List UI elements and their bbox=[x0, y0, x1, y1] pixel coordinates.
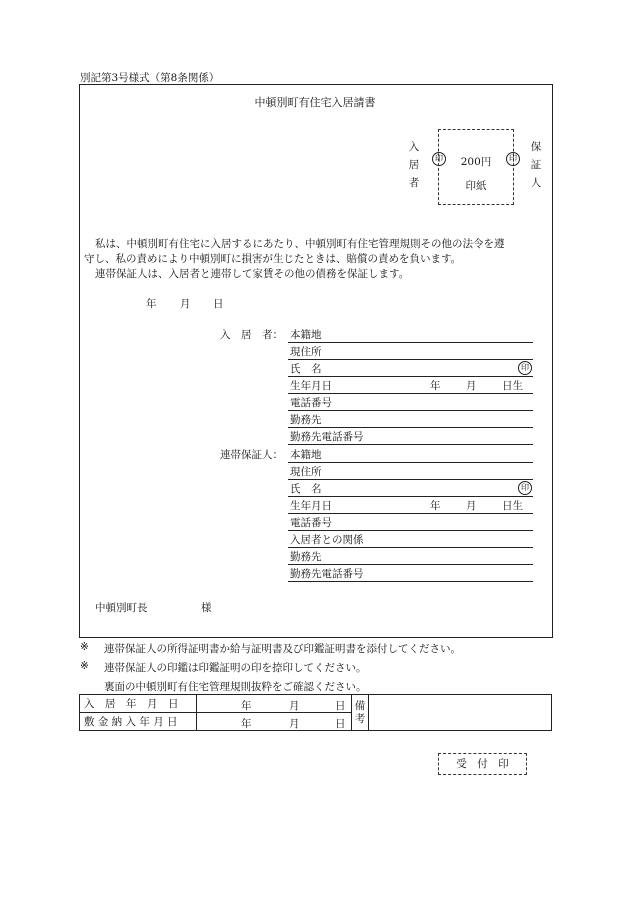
tenant-field-row[interactable]: 生年月日 年 月 日生 bbox=[288, 377, 533, 394]
move-in-date-label: 入 居 年 月 日 bbox=[80, 695, 197, 713]
guarantor-field-row[interactable]: 現住所 bbox=[288, 463, 533, 480]
tenant-section-label: 入 居 者： bbox=[220, 329, 283, 341]
guarantee-statement: 連帯保証人は、入居者と連帯して家賃その他の債務を保証します。 bbox=[95, 268, 410, 280]
tenant-field-row[interactable]: 電話番号 bbox=[288, 394, 533, 411]
guarantor-name-seal-mark: 印 bbox=[518, 481, 532, 495]
guarantor-vertical-label: 保 証 人 bbox=[530, 141, 542, 189]
tenant-field-row[interactable]: 勤務先電話番号 bbox=[288, 428, 533, 445]
guarantor-field-row[interactable]: 本籍地 bbox=[288, 446, 533, 463]
tenant-field-row[interactable]: 現住所 bbox=[288, 343, 533, 360]
move-in-date-value[interactable]: 年 月 日 bbox=[197, 695, 352, 713]
stamp-price: 200円 bbox=[460, 156, 492, 168]
guarantor-field-row[interactable]: 勤務先 bbox=[288, 548, 533, 565]
deposit-date-value[interactable]: 年 月 日 bbox=[197, 713, 352, 731]
tenant-name-seal-mark: 印 bbox=[518, 361, 532, 375]
admin-table bbox=[79, 694, 552, 731]
remarks-field[interactable] bbox=[369, 695, 552, 731]
stamp-label: 印紙 bbox=[465, 180, 487, 192]
note-attachment: 連帯保証人の所得証明書か給与証明書及び印鑑証明書を添付してください。 bbox=[104, 643, 461, 655]
note-mark: ※ bbox=[80, 641, 89, 653]
guarantor-field-row[interactable]: 氏 名 印 bbox=[288, 480, 533, 497]
note-regulations: 裏面の中頓別町有住宅管理規則抜粋をご確認ください。 bbox=[104, 681, 367, 693]
addressee-honorific: 様 bbox=[201, 602, 212, 614]
tenant-field-row[interactable]: 氏 名 印 bbox=[288, 360, 533, 377]
date-year: 年 bbox=[146, 298, 157, 310]
guarantor-field-row[interactable]: 電話番号 bbox=[288, 514, 533, 531]
guarantor-field-row[interactable]: 入居者との関係 bbox=[288, 531, 533, 548]
guarantor-field-row[interactable]: 生年月日 年 月 日生 bbox=[288, 497, 533, 514]
guarantor-seal-mark: 印 bbox=[506, 152, 520, 166]
note-mark: ※ bbox=[80, 660, 89, 672]
receipt-stamp: 受 付 印 bbox=[438, 753, 527, 775]
document-title: 中頓別町有住宅入居請書 bbox=[254, 96, 376, 109]
guarantor-section-label: 連帯保証人： bbox=[220, 449, 283, 461]
note-seal: 連帯保証人の印鑑は印鑑証明の印を捺印してください。 bbox=[104, 662, 367, 674]
date-month: 月 bbox=[180, 298, 191, 310]
form-number: 別記第3号様式（第8条関係） bbox=[80, 72, 220, 84]
tenant-field-row[interactable]: 勤務先 bbox=[288, 411, 533, 428]
date-day: 日 bbox=[213, 298, 224, 310]
addressee-name: 中頓別町長 bbox=[95, 602, 148, 614]
remarks-label: 備 考 bbox=[352, 695, 369, 731]
tenant-field-row[interactable]: 本籍地 bbox=[288, 326, 533, 343]
tenant-seal-mark: 印 bbox=[432, 152, 446, 166]
pledge-line-2: 守し、私の責めにより中頓別町に損害が生じたときは、賠償の責めを負います。 bbox=[84, 253, 462, 265]
guarantor-field-row[interactable]: 勤務先電話番号 bbox=[288, 565, 533, 582]
pledge-line-1: 私は、中頓別町有住宅に入居するにあたり、中頓別町有住宅管理規則その他の法令を遵 bbox=[95, 238, 505, 250]
deposit-date-label: 敷 金 納 入 年 月 日 bbox=[80, 713, 197, 731]
tenant-vertical-label: 入 居 者 bbox=[408, 141, 420, 189]
